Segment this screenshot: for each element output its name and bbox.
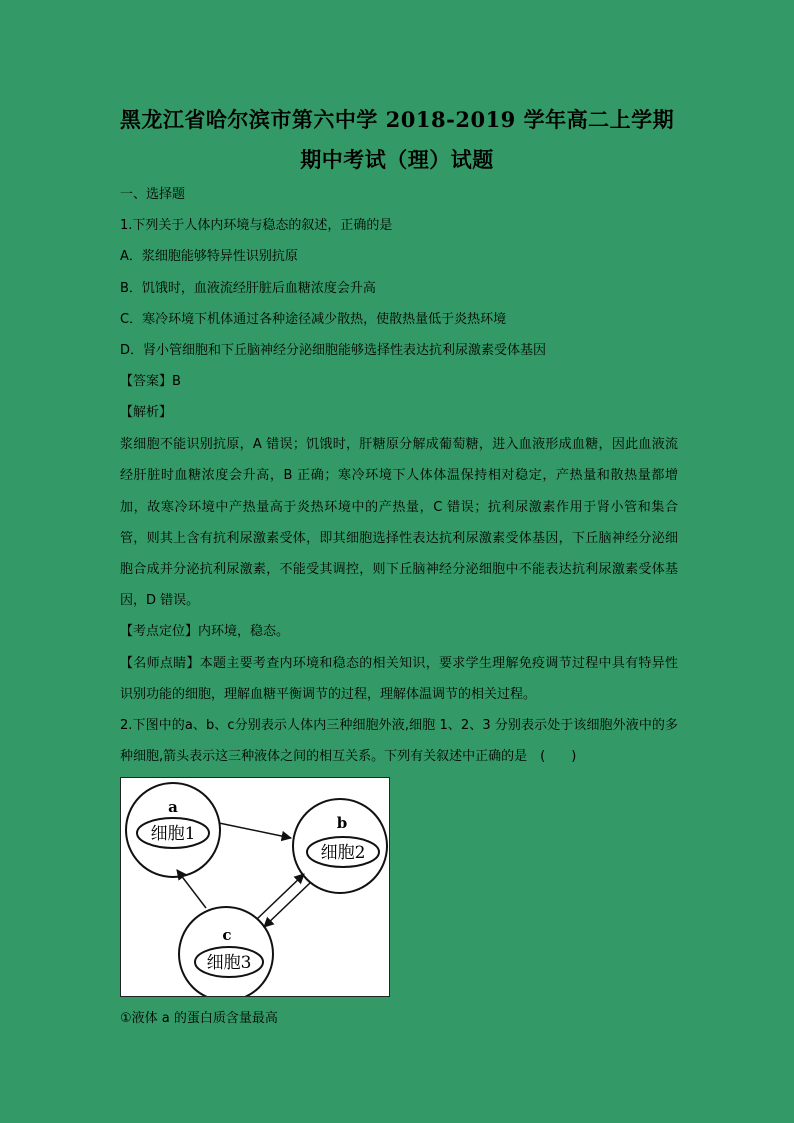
page-title-line2: 期中考试（理）试题	[300, 147, 494, 172]
question-1-option-c: C．寒冷环境下机体通过各种途径减少散热，使散热量低于炎热环境	[120, 312, 507, 327]
section-heading: 一、选择题	[120, 187, 186, 202]
question-1-answer: 【答案】B	[120, 374, 181, 389]
arrow-b-to-c	[264, 882, 311, 927]
cell-1-label: 细胞1	[150, 824, 196, 844]
fluid-a-label: a	[168, 798, 178, 816]
question-1-option-a: A．浆细胞能够特异性识别抗原	[120, 249, 298, 264]
arrow-a-to-b	[219, 823, 291, 838]
page-title-line1: 黑龙江省哈尔滨市第六中学 2018-2019 学年高二上学期	[119, 107, 675, 132]
question-1-teacher-note: 【名师点睛】本题主要考查内环境和稳态的相关知识，要求学生理解免疫调节过程中具有特异性识别功能的细胞，理解血糖平衡调节的过程，理解体温调节的相关过程。	[120, 656, 678, 703]
arrow-c-to-a	[177, 870, 206, 908]
question-1-analysis-label: 【解析】	[120, 405, 173, 420]
arrow-c-to-b	[257, 874, 304, 919]
fluid-c-label: c	[222, 926, 232, 944]
question-1-option-b: B．饥饿时，血液流经肝脏后血糖浓度会升高	[120, 281, 376, 296]
question-1-option-d: D．肾小管细胞和下丘脑神经分泌细胞能够选择性表达抗利尿激素受体基因	[120, 343, 547, 358]
cell-2-label: 细胞2	[320, 843, 366, 863]
question-1-analysis: 浆细胞不能识别抗原，A 错误；饥饿时，肝糖原分解成葡萄糖，进入血液形成血糖，因此血液流经肝脏时血糖浓度会升高，B 正确；寒冷环境下人体体温保持相对稳定，产热量和散热量都增加，故寒冷环境中产热量高于炎热环境中的产热量，C 错误；抗利尿激素作用于肾小管和集合管，则其上含有抗利尿激素受体，即其细胞选择性表达抗利尿激素受体基因，下丘脑神经分泌细胞合成并分泌抗利尿激素，不能受其调控，则下丘脑神经分泌细胞中不能表达抗利尿激素受体基因，D 错误。	[120, 437, 678, 609]
question-1-key-point: 【考点定位】内环境，稳态。	[120, 624, 290, 639]
question-1-stem: 1.下列关于人体内环境与稳态的叙述，正确的是	[120, 218, 393, 233]
question-2-item-1: ①液体 a 的蛋白质含量最高	[120, 1011, 278, 1026]
fluid-relationship-diagram	[120, 777, 390, 997]
question-2-stem: 2.下图中的a、b、c分别表示人体内三种细胞外液,细胞 1、2、3 分别表示处于该细胞外液中的多种细胞,箭头表示这三种液体之间的相互关系。下列有关叙述中正确的是 ( )	[120, 718, 678, 765]
fluid-b-label: b	[336, 814, 348, 832]
cell-3-label: 细胞3	[206, 953, 252, 973]
